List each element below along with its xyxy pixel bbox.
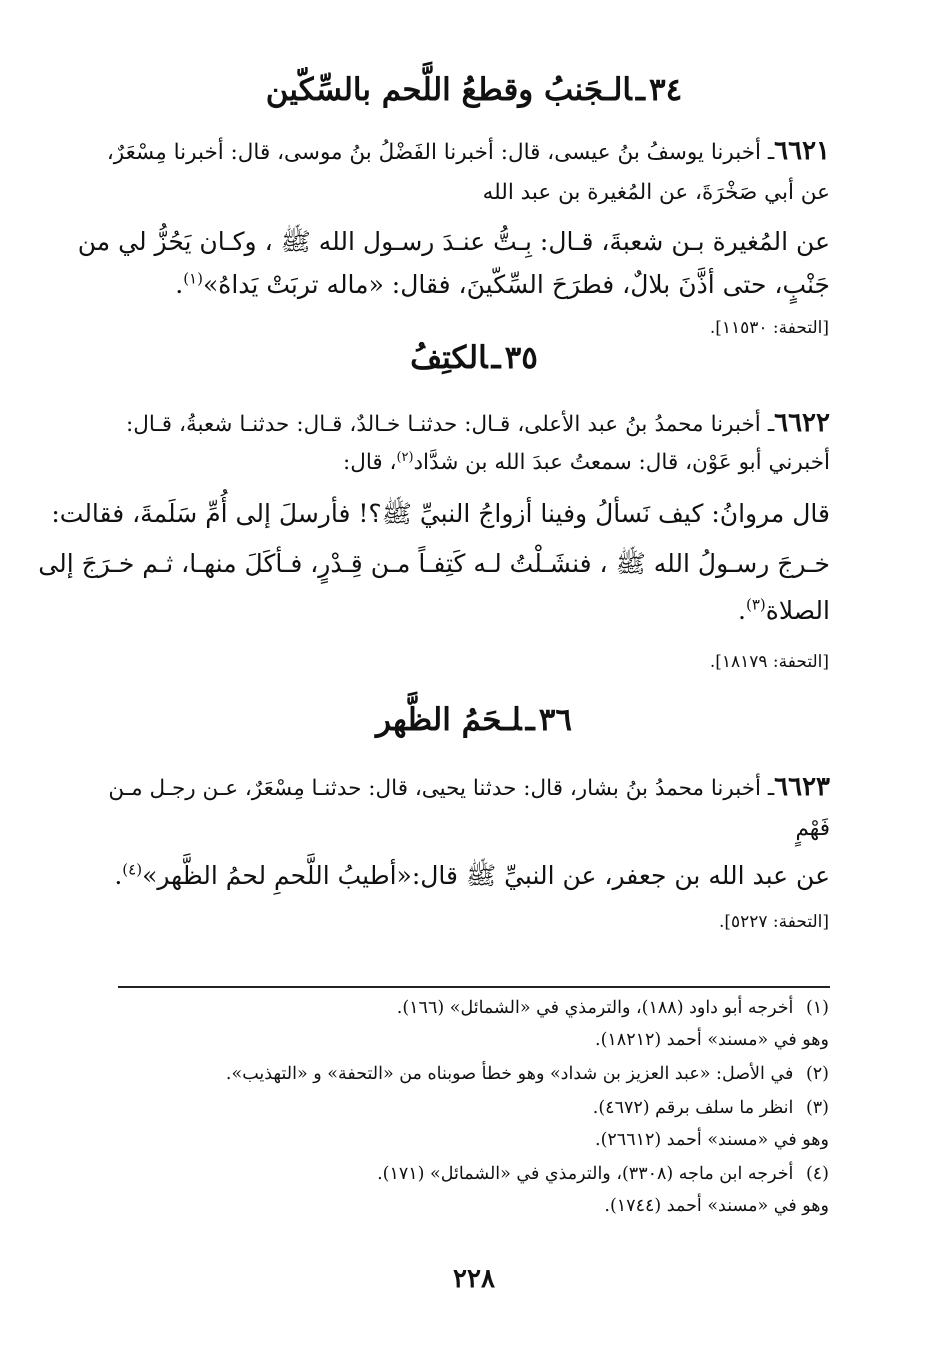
matn-text: عن عبد الله بن جعفر، عن النبيِّ ﷺ قال:«أطيبُ اللَّحمِ لحمُ الظَّهر»	[142, 861, 830, 890]
footnote	[595, 1030, 829, 1050]
section-title: لـحَمُ الظَّهر	[375, 702, 522, 738]
isnad-line	[126, 408, 830, 438]
isnad-text: أخبرنا محمدُ بنُ بشار، قال: حدثنا يحيى، قال: حدثنـا مِسْعَرٌ، عـن رجـل مـن	[108, 776, 761, 801]
isnad-line	[126, 180, 830, 205]
dash: ـ	[491, 340, 501, 376]
isnad-line	[126, 450, 830, 475]
hadith-number: ٦٦٢٣	[774, 772, 830, 802]
footnote-separator	[118, 986, 830, 988]
matn-line: جَنْبٍ، حتى أذَّنَ بلالٌ، فطرَحَ السِّكّينَ، فقال: «ماله تربَتْ يَداهُ»$^{(١)}$.	[175, 269, 830, 299]
section-number: ٣٥	[504, 340, 538, 376]
dash: ـ	[525, 702, 535, 738]
footnote-number: (١)	[805, 998, 829, 1018]
tuhfa-reference: [التحفة: ١١٥٣٠].	[709, 318, 829, 338]
isnad-text: أخبرني أبو عَوْن، قال: سمعتُ عبدَ الله بن شدَّاد	[413, 450, 830, 475]
dash: ـ	[635, 72, 645, 108]
matn-text: الصلاة	[765, 596, 830, 625]
footnote-mark: (١)	[183, 269, 203, 288]
isnad-text: فَهْمٍ	[795, 816, 830, 841]
section-number: ٣٦	[538, 702, 573, 738]
footnote-text: وهو في «مسند» أحمد (٢٦٦١٢).	[595, 1130, 829, 1150]
footnote-text: أخرجه أبو داود (١٨٨)، والترمذي في «الشمائل» (١٦٦).	[396, 998, 794, 1018]
footnote	[604, 1196, 829, 1216]
footnote-mark: (٢)	[396, 449, 414, 465]
matn-text: خـرجَ رسـولُ الله ﷺ ، فنشَـلْتُ لـه كَتِفـاً مـن قِـدْرٍ، فـأكَلَ منهـا، ثـم خـرَجَ إلى	[38, 549, 830, 578]
matn-text: عن المُغيرة بـن شعبةَ، قـال: بِـتُّ عنـدَ رسـول الله ﷺ ، وكـان يَحُزُّ لي من	[77, 227, 830, 256]
footnote-text: وهو في «مسند» أحمد (١٨٢١٢).	[595, 1030, 829, 1050]
isnad-text: عن أبي صَخْرَةَ، عن المُغيرة بن عبد الله	[482, 180, 830, 205]
matn-line	[51, 498, 830, 535]
footnote	[397, 998, 829, 1018]
footnote-number: (٢)	[805, 1064, 829, 1084]
footnote-text: انظر ما سلف برقم (٤٦٧٢).	[592, 1098, 794, 1118]
matn-line: عن عبد الله بن جعفر، عن النبيِّ ﷺ قال:«أطيبُ اللَّحمِ لحمُ الظَّهر»$^{(٤)}$.	[114, 860, 830, 890]
footnote-text: في الأصل: «عبد العزيز بن شداد» وهو خطأ صوبناه من «التحفة» و «التهذيب».	[225, 1064, 794, 1084]
footnote	[593, 1098, 829, 1118]
tuhfa-reference: [التحفة: ١٨١٧٩].	[709, 652, 829, 672]
isnad-line	[106, 136, 830, 166]
dash: ـ	[767, 776, 775, 801]
matn-text: جَنْبٍ، حتى أذَّنَ بلالٌ، فطرَحَ السِّكّينَ، فقال: «ماله تربَتْ يَداهُ»	[202, 270, 830, 299]
isnad-text: أخبرنا يوسفُ بنُ عيسى، قال: أخبرنا الفَضْلُ بنُ موسى، قال: أخبرنا مِسْعَرٌ،	[106, 140, 761, 165]
footnote-number: (٤)	[805, 1164, 829, 1184]
isnad-line	[108, 772, 830, 802]
matn-line	[38, 548, 830, 585]
tuhfa-reference: [التحفة: ٥٢٢٧].	[718, 912, 829, 932]
isnad-text: أخبرنا محمدُ بنُ عبد الأعلى، قـال: حدثنـا خـالدٌ، قـال: حدثنـا شعبةُ، قـال:	[126, 412, 761, 437]
footnote	[595, 1130, 829, 1150]
section-number: ٣٤	[648, 72, 683, 108]
footnote	[377, 1164, 829, 1184]
isnad-tail: ، قال:	[343, 450, 397, 475]
footnote-mark: (٤)	[122, 860, 143, 879]
section-title: الـجَنبُ وقطعُ اللَّحم بالسِّكّين	[265, 72, 632, 108]
footnote-text: أخرجه ابن ماجه (٣٣٠٨)، والترمذي في «الشمائل» (١٧١).	[377, 1164, 794, 1184]
page-number: ٢٢٨	[453, 1264, 495, 1294]
footnote-text: وهو في «مسند» أحمد (١٧٤٤).	[604, 1196, 829, 1216]
section-heading-34	[0, 72, 948, 108]
section-heading-35	[0, 340, 948, 376]
matn-line	[77, 226, 830, 263]
hadith-number: ٦٦٢١	[774, 136, 830, 166]
footnote-number: (٣)	[805, 1098, 829, 1118]
section-heading-36	[0, 702, 948, 738]
dash: ـ	[767, 140, 775, 165]
isnad-line	[126, 816, 830, 841]
hadith-number: ٦٦٢٢	[774, 408, 830, 438]
footnote-mark: (٣)	[745, 595, 766, 614]
footnote	[226, 1064, 829, 1084]
matn-line: الصلاة$^{(٣)}$.	[738, 595, 830, 625]
section-title: الكتِفُ	[410, 340, 488, 376]
matn-text: قال مروانُ: كيف نَسألُ وفينا أزواجُ النبيِّ ﷺ؟! فأرسلَ إلى أُمِّ سَلَمةَ، فقالت:	[51, 499, 830, 528]
dash: ـ	[767, 412, 775, 437]
